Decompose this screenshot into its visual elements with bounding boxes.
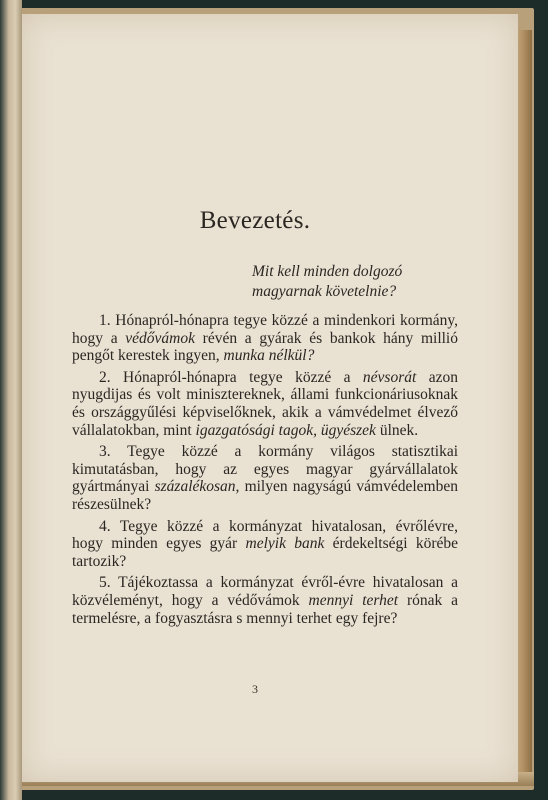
emphasis: százalékosan,: [154, 478, 240, 496]
emphasis: igazgatósági tagok, ügyészek: [195, 421, 376, 439]
emphasis: névsorát: [362, 368, 417, 386]
emphasis: melyik bank: [245, 535, 325, 553]
heading-text: Bevezetés.: [199, 207, 311, 234]
book-spine: [0, 0, 22, 800]
body-text: [72, 312, 458, 631]
paragraph-4: [72, 518, 458, 571]
paragraph-text: milyen nagyságú vámvédelemben részesülnek?: [72, 478, 458, 513]
paragraph-text: ülnek.: [375, 421, 419, 439]
paragraph-text: 4. Tegye közzé a kormányzat hivatalosan, évrőlévre, hogy minden egyes gyár: [72, 517, 458, 553]
paragraph-text: 5. Tájékoztassa a kormányzat évről-évre hivatalosan a közvéleményt, hogy a védővámok: [72, 574, 458, 609]
paragraph-text: érdekeltségi körébe tartozik?: [72, 535, 459, 570]
question-line-1: Mit kell minden dolgozó: [252, 263, 403, 280]
paragraph-5: [72, 574, 458, 627]
paragraph-text: 1. Hónapról-hónapra tegye közzé a mindenkori kormány, hogy a: [72, 312, 458, 347]
emphasis: mennyi terhet: [308, 591, 399, 609]
paragraph-2: [72, 369, 458, 439]
paragraph-3: [72, 443, 458, 513]
question-line-2: magyarnak követelnie?: [252, 283, 397, 300]
paragraph-1: [72, 312, 458, 365]
emphasis: munka nélkül?: [223, 347, 315, 365]
book-page: [22, 14, 518, 782]
page-title: [22, 207, 518, 235]
page-number: [22, 682, 518, 697]
paragraph-text: azon nyugdijas és volt minisztereknek, állami funkcionáriusoknak és országgyűlési képviselőknek, akik a vámvédelmet élvező vállalatokban, mint: [72, 368, 458, 439]
emphasis: védővámok: [125, 329, 195, 347]
paragraph-text: 3. Tegye közzé a kormány világos statisztikai kimutatásban, hogy az egyes magyar gyárvállalatok gyártmányai: [72, 443, 458, 496]
page-number-text: 3: [252, 682, 258, 696]
paragraph-text: 2. Hónapról-hónapra tegye közzé a: [99, 368, 363, 386]
paragraph-text: rónak a termelésre, a fogyasztásra s mennyi terhet egy fejre?: [72, 591, 458, 627]
question-block: [252, 262, 457, 302]
paragraph-text: révén a gyárak és bankok hány millió pengőt kerestek ingyen,: [72, 329, 458, 365]
